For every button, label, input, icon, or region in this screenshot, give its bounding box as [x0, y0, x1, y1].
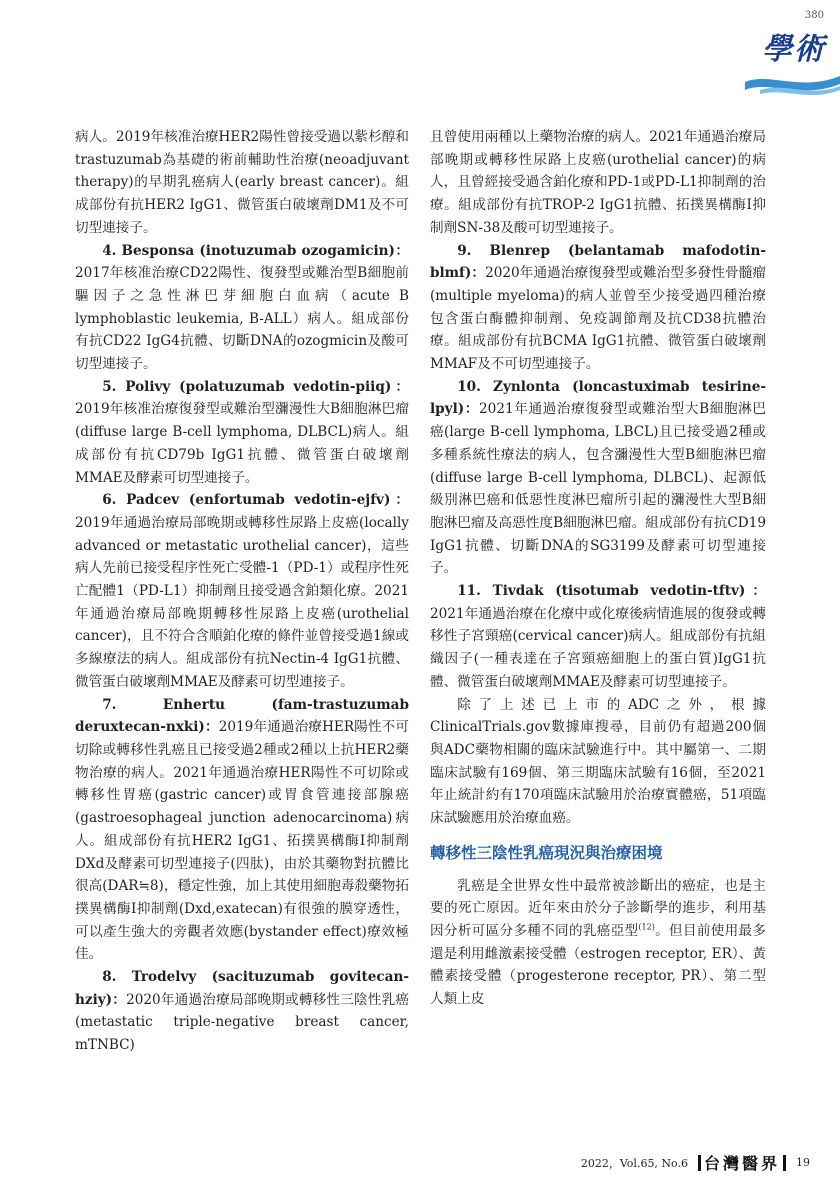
drug-item-title: 4. Besponsa (inotuzumab ozogamicin)： [102, 242, 409, 259]
paragraph-text: 2019年通過治療局部晚期或轉移性尿路上皮癌(locally advanced or metastatic urothelial cancer)，這些病人先前已接受程序性死亡受體-1（PD-1）或程序性死亡配體1（PD-L1）抑制劑且接受過含鉑類化療。2021年通過治療局部晚期轉移性尿路上皮癌(urothelial cancer)，且不符合含順鉑化療的條件並曾接受過1線或多線療法的病人。組成部份有抗Nectin-4 IgG1抗體、微管蛋白破壞劑MMAE及酵素可切型連接子。 [75, 514, 409, 690]
paragraph-text: 2019年核准治療復發型或難治型瀰漫性大B細胞淋巴瘤(diffuse large B-cell lymphoma, DLBCL)病人。組成部份有抗CD79b IgG1抗體、微管蛋白破壞劑MMAE及酵素可切型連接子。 [75, 401, 409, 486]
paragraph-text: 且曾使用兩種以上藥物治療的病人。2021年通過治療局部晚期或轉移性尿路上皮癌(urothelial cancer)的病人，且曾經接受過含鉑化療和PD-1或PD-L1抑制劑的治療。組成部份有抗TROP-2 IgG1抗體、拓撲異構酶I抑制劑SN-38及酸可切型連接子。 [430, 129, 766, 236]
drug-item-title: 8. Trodelvy (sacituzumab govitecan-hziy)： [75, 969, 409, 1008]
top-page-number: 380 [804, 10, 824, 21]
drug-item [430, 376, 766, 580]
paragraph-text: 2021年通過治療在化療中或化療後病情進展的復發或轉移性子宮頸癌(cervical cancer)病人。組成部份有抗組織因子(一種表達在子宮頸癌細胞上的蛋白質)IgG1抗體、微管蛋白破壞劑MMAE及酵素可切型連接子。 [430, 605, 766, 690]
section-label: 學術 [762, 32, 826, 67]
logo-bar-right-icon [783, 1155, 786, 1171]
drug-item [430, 240, 766, 376]
page-number: 19 [796, 1156, 810, 1169]
drug-item [75, 694, 409, 966]
paragraph-text: 乳癌是全世界女性中最常被診斷出的癌症，也是主要的死亡原因。近年來由於分子診斷學的進步，利用基因分析可區分多種不同的乳癌亞型 [430, 877, 766, 939]
paragraph-text: 。但目前使用最多還是利用雌激素接受體（estrogen receptor, ER）、黃體素接受體（progesterone receptor, PR）、第二型人類上皮 [430, 922, 767, 1008]
drug-item [75, 376, 409, 490]
drug-item [430, 580, 766, 694]
issue-info: 2022，Vol.65, No.6 [580, 1156, 688, 1170]
drug-item-title: 10. Zynlonta (loncastuximab tesirine-lpyl)： [430, 378, 766, 418]
paragraph-text: 2020年通過治療復發型或難治型多發性骨髓瘤(multiple myeloma)的病人並曾至少接受過四種治療包含蛋白酶體抑制劑、免疫調節劑及抗CD38抗體治療。組成部份有抗BCMA IgG1抗體、微管蛋白破壞劑MMAF及不可切型連接子。 [430, 265, 766, 373]
paragraph-text: 2021年通過治療復發型或難治型大B細胞淋巴癌(large B-cell lymphoma, LBCL)且已接受過2種或多種系統性療法的病人，包含瀰漫性大型B細胞淋巴瘤(diffuse large B-cell lymphoma, DLBCL)、起源低級別淋巴癌和低惡性度淋巴瘤所引起的瀰漫性大型B細胞淋巴瘤及高惡性度B細胞淋巴瘤。組成部份有抗CD19 IgG1抗體、切斷DNA的SG3199及酵素可切型連接子。 [430, 401, 766, 577]
section-mark [740, 20, 840, 100]
section-heading: 轉移性三陰性乳癌現況與治療困境 [430, 843, 663, 862]
paragraph-text: 2019年通過治療HER陽性不可切除或轉移性乳癌且已接受過2種或2種以上抗HER2藥物治療的病人。2021年通過治療HER陽性不可切除或轉移性胃癌(gastric cancer)或胃食管連接部腺癌(gastroesophageal junction adenocarcinoma)病人。組成部份有抗HER2 IgG1、拓撲異構酶I抑制劑DXd及酵素可切型連接子(四肽)，由於其藥物對抗體比很高(DAR≒8)，穩定性強，加上其使用細胞毒殺藥物拓撲異構酶I抑制劑(Dxd,exatecan)有很強的膜穿透性，可以產生強大的旁觀者效應(bystander effect)療效極佳。 [75, 719, 409, 963]
drug-item-title: 11. Tivdak (tisotumab vedotin-tftv)： [457, 583, 766, 600]
journal-name: 台灣醫界 [703, 1154, 780, 1173]
citation-ref: (12) [638, 922, 655, 932]
drug-item-title: 6. Padcev (enfortumab vedotin-ejfv)： [102, 492, 409, 509]
left-column [75, 126, 409, 1057]
drug-item [75, 489, 409, 693]
drug-item [75, 966, 409, 1057]
paragraph-text: 2020年通過治療局部晚期或轉移性三陰性乳癌(metastatic triple-negative breast cancer, mTNBC) [75, 991, 409, 1054]
drug-item [75, 240, 409, 376]
right-column [430, 126, 766, 1011]
paragraph-text: 2017年核准治療CD22陽性、復發型或難治型B細胞前驅因子之急性淋巴芽細胞白血病（acute B lymphoblastic leukemia, B-ALL）病人。組成部份有抗CD22 IgG4抗體、切斷DNA的ozogmicin及酸可切型連接子。 [75, 265, 409, 373]
drug-item-title: 5. Polivy (polatuzumab vedotin-piiq)： [102, 378, 409, 395]
journal-logo [698, 1151, 786, 1174]
drug-item-title: 7. Enhertu (fam-trastuzumab deruxtecan-nxki)： [75, 696, 409, 736]
paragraph-text: 病人。2019年核准治療HER2陽性曾接受過以紫杉醇和trastuzumab為基礎的術前輔助性治療(neoadjuvant therapy)的早期乳癌病人(early breast cancer)。組成部份有抗HER2 IgG1、微管蛋白破壞劑DM1及不可切型連接子。 [75, 129, 409, 236]
page-footer [581, 1151, 810, 1174]
paragraph-continued [75, 126, 409, 240]
paragraph-text: 除了上述已上市的ADC之外，根據ClinicalTrials.gov數據庫搜尋，目前仍有超過200個與ADC藥物相關的臨床試驗進行中。其中屬第一、二期臨床試驗有169個、第三期臨床試驗有16個，至2021年止統計約有170項臨床試驗用於治療實體癌，51項臨床試驗應用於治療血癌。 [430, 696, 766, 827]
paragraph [430, 694, 766, 830]
paragraph-continued [430, 126, 766, 240]
logo-bar-left-icon [698, 1155, 701, 1171]
drug-item-title: 9. Blenrep (belantamab mafodotin-blmf)： [430, 242, 766, 282]
paragraph [430, 875, 766, 1011]
